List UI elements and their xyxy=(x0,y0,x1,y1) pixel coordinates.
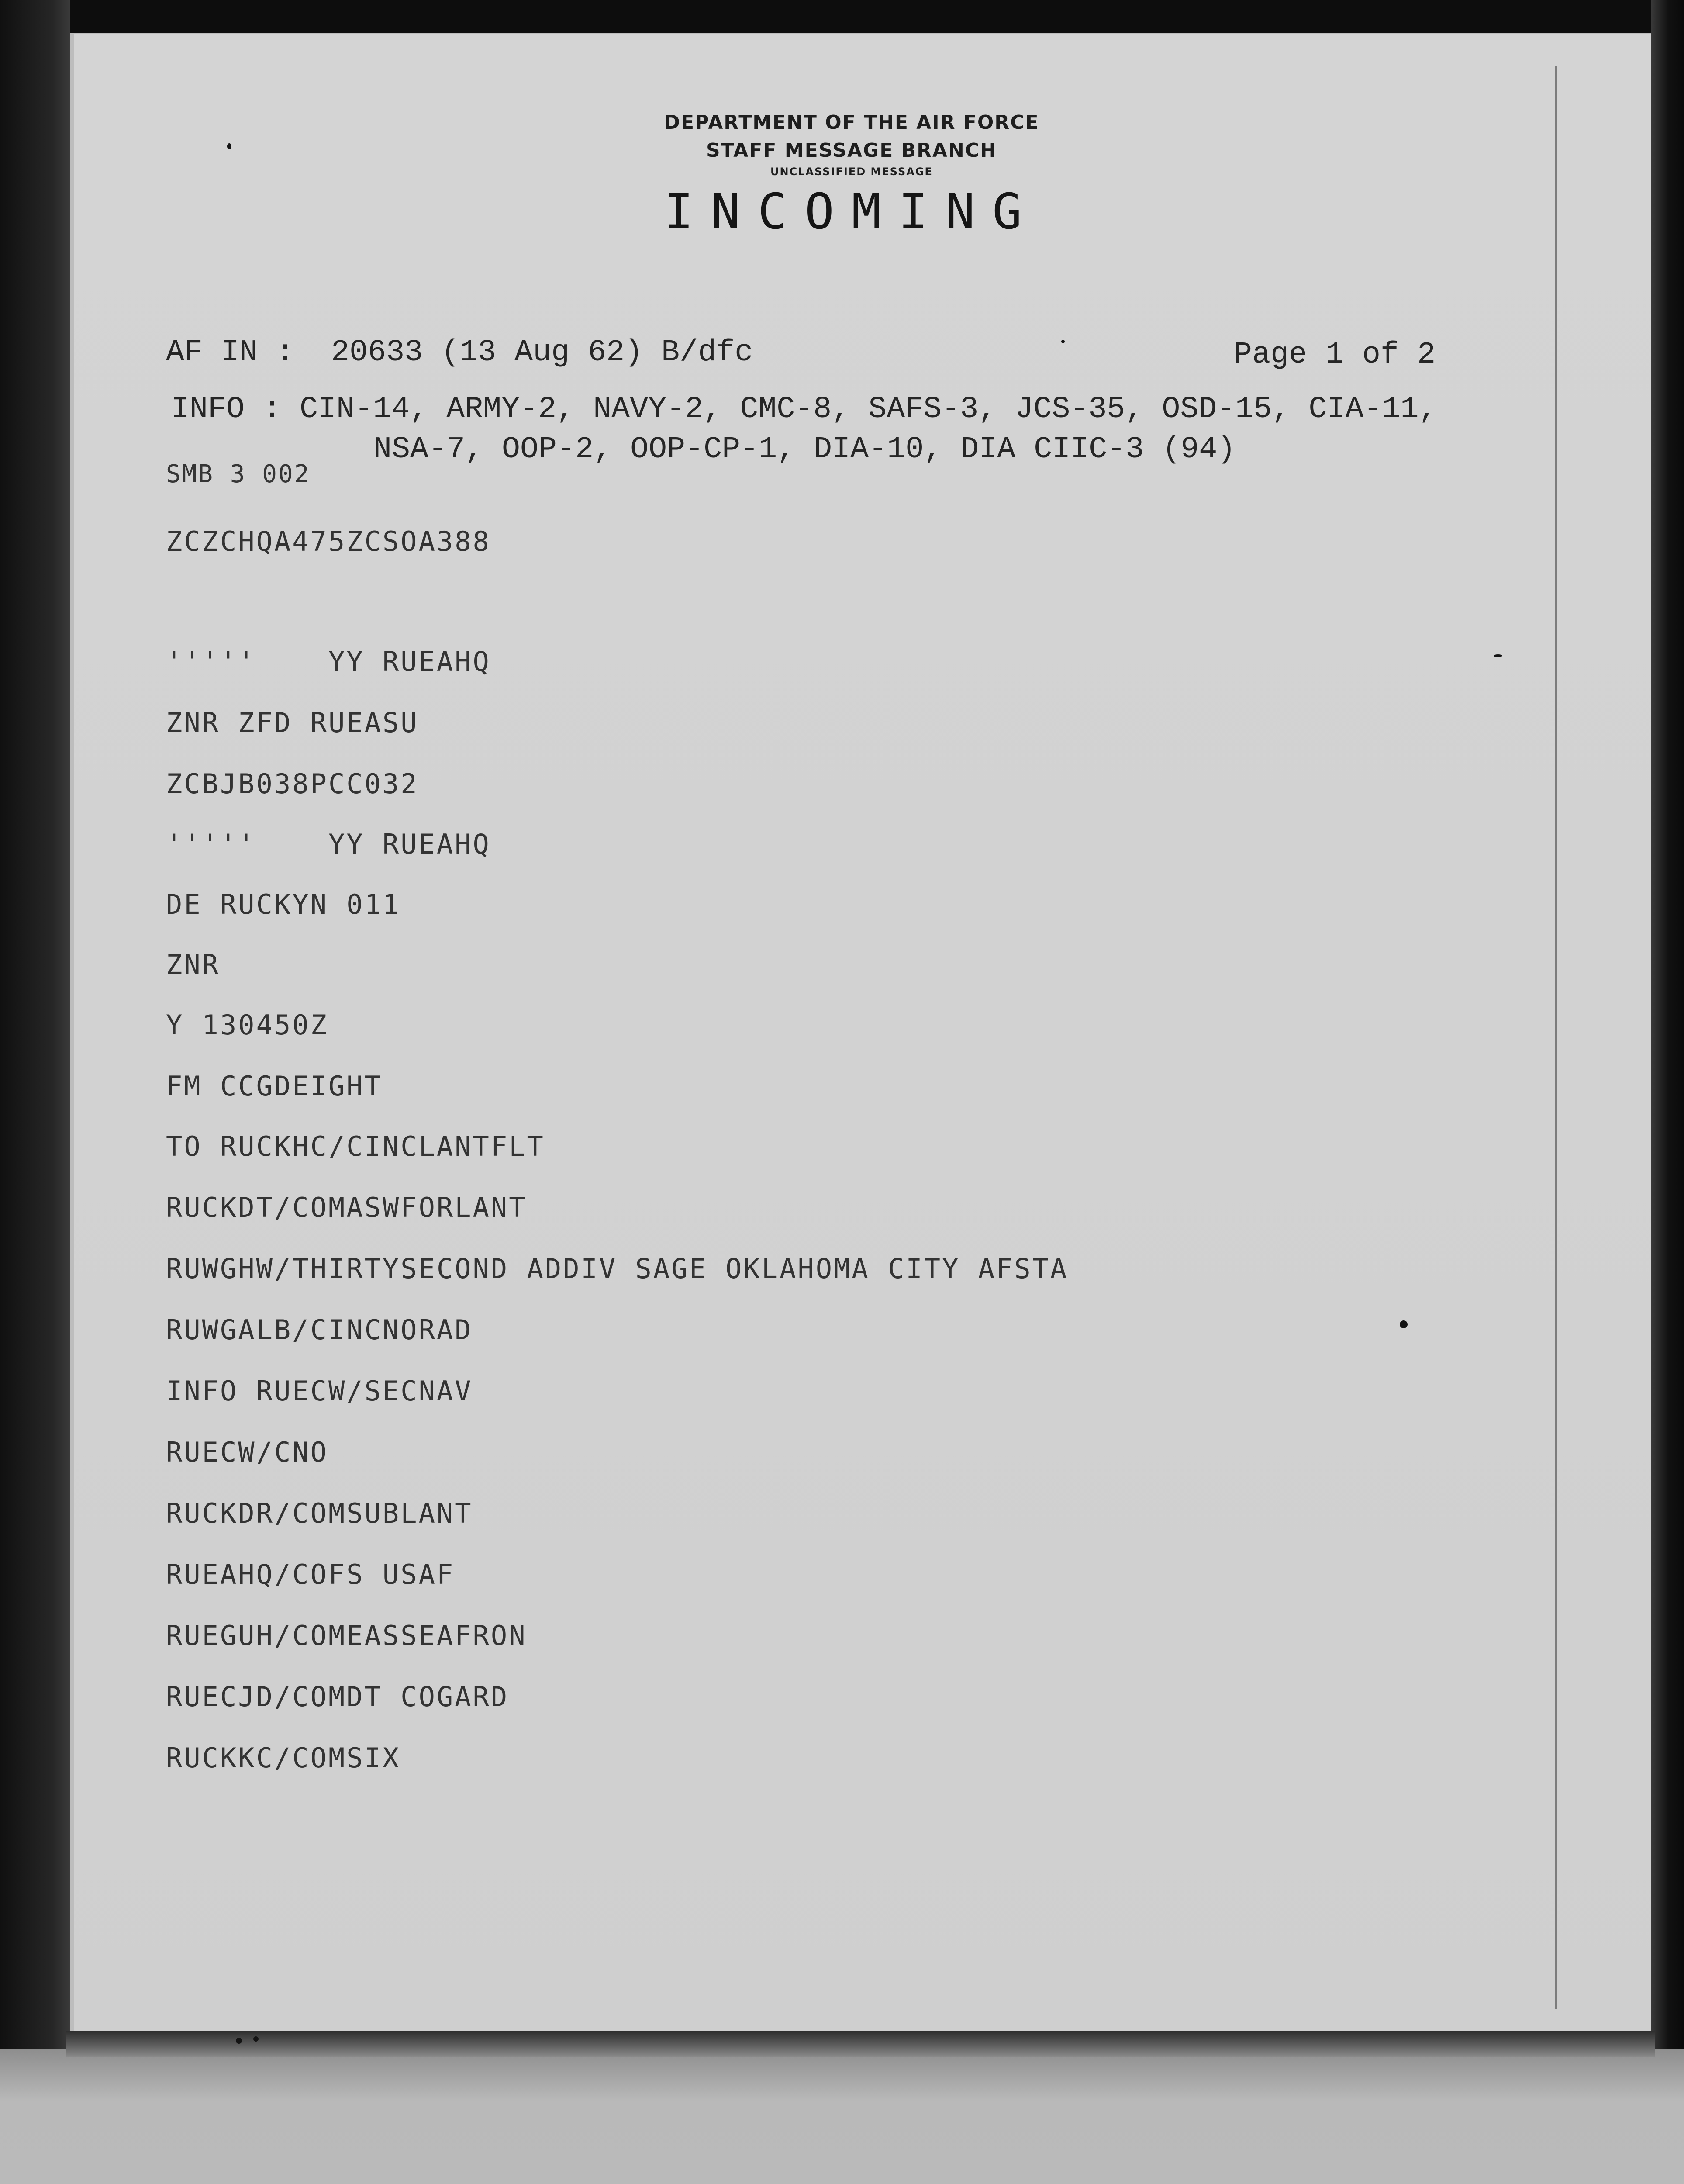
routing-line: ZNR xyxy=(166,949,220,981)
sheet-edge-rule xyxy=(1555,66,1557,2009)
incoming-title: INCOMING xyxy=(664,183,1039,240)
routing-line: RUEAHQ/COFS USAF xyxy=(166,1559,455,1590)
routing-line: RUEGUH/COMEASSEAFRON xyxy=(166,1620,527,1652)
routing-line: ''''' YY RUEAHQ xyxy=(166,646,491,677)
routing-line: ''''' YY RUEAHQ xyxy=(166,828,491,860)
sheet-bottom-shadow xyxy=(66,2031,1655,2057)
dust-speck xyxy=(1061,340,1065,343)
classification-label: UNCLASSIFIED MESSAGE xyxy=(770,166,933,178)
page-number: Page 1 of 2 xyxy=(1234,338,1436,372)
smb-line: SMB 3 002 xyxy=(166,460,311,488)
routing-line: Y 130450Z xyxy=(166,1009,328,1041)
dust-speck xyxy=(227,143,231,149)
document-header xyxy=(546,108,1157,245)
lower-background-strip xyxy=(0,2049,1684,2184)
routing-line: ZNR ZFD RUEASU xyxy=(166,707,419,739)
routing-line: INFO RUECW/SECNAV xyxy=(166,1375,473,1407)
dust-speck xyxy=(253,2036,259,2042)
routing-line: FM CCGDEIGHT xyxy=(166,1070,383,1102)
routing-line: RUECJD/COMDT COGARD xyxy=(166,1681,509,1713)
routing-line: DE RUCKYN 011 xyxy=(166,888,401,920)
routing-line: RUCKKC/COMSIX xyxy=(166,1742,401,1774)
routing-line: RUWGALB/CINCNORAD xyxy=(166,1314,473,1346)
af-in-line: AF IN : 20633 (13 Aug 62) B/dfc xyxy=(166,335,753,370)
routing-line: ZCZCHQA475ZCSOA388 xyxy=(166,525,491,557)
routing-line: RUCKDT/COMASWFORLANT xyxy=(166,1192,527,1223)
film-border-right xyxy=(1651,0,1684,2053)
info-line-1: INFO : CIN-14, ARMY-2, NAVY-2, CMC-8, SAFS-3, JCS-35, OSD-15, CIA-11, xyxy=(171,392,1437,427)
dust-speck xyxy=(1494,654,1502,657)
film-border-left xyxy=(0,0,70,2053)
message-sheet xyxy=(74,34,1651,2035)
routing-line: RUECW/CNO xyxy=(166,1436,328,1468)
routing-line: ZCBJB038PCC032 xyxy=(166,768,419,800)
department-name: DEPARTMENT OF THE AIR FORCE xyxy=(664,111,1039,134)
branch-name: STAFF MESSAGE BRANCH xyxy=(706,139,997,162)
dust-speck xyxy=(236,2038,242,2044)
info-line-2: NSA-7, OOP-2, OOP-CP-1, DIA-10, DIA CIIC-3 (94) xyxy=(373,432,1236,467)
routing-line: RUCKDR/COMSUBLANT xyxy=(166,1497,473,1529)
film-border-top xyxy=(0,0,1684,33)
routing-line: TO RUCKHC/CINCLANTFLT xyxy=(166,1130,545,1162)
dust-speck xyxy=(1400,1320,1408,1328)
routing-line: RUWGHW/THIRTYSECOND ADDIV SAGE OKLAHOMA CITY AFSTA xyxy=(166,1253,1069,1285)
